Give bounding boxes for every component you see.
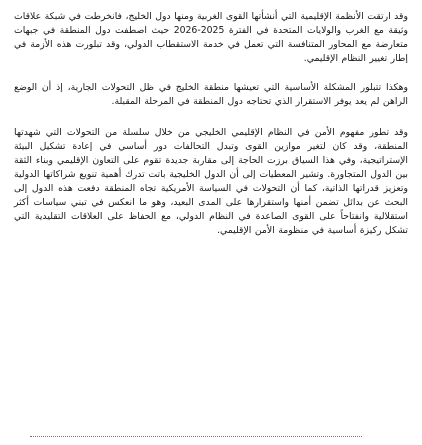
footer-dotted-divider — [30, 436, 362, 437]
paragraph-2: وهكذا تتبلور المشكلة الأساسية التي تعيشها منطقة الخليج في ظل التحولات الجارية، إذ أن الوضع الراهن لم يعد يوفر الاستقرار الذي تحتاجه دول المنطقة في المرحلة المقبلة. — [14, 82, 408, 107]
paragraph-3: وقد تطور مفهوم الأمن في النظام الإقليمي الخليجي من خلال سلسلة من التحولات التي شهدتها المنطقة، وقد كان لتغير موازين القوى وتبدل التحالفات دور أساسي في إعادة تشكيل البيئة الإستراتيجية، وفي هذا السياق برزت الحاجة إلى مقاربة جديدة تقوم على التعاون الإقليمي وبناء الثقة بين الدول المتجاورة. وتشير المعطيات إلى أن الدول الخليجية باتت تدرك أهمية تنويع شراكاتها الدولية وتعزيز قدراتها الذاتية، كما أن التحولات في السياسة الأمريكية تجاه المنطقة دفعت هذه الدول إلى البحث عن بدائل تضمن أمنها واستقرارها على المدى البعيد، وهو ما انعكس في تبني سياسات أكثر استقلالية وانفتاحاً على القوى الصاعدة في النظام الدولي، مع الحفاظ على العلاقات التقليدية التي تشكل ركيزة أساسية في منظومة الأمن الإقليمي. — [14, 127, 408, 236]
paragraph-1: وقد ارتقت الأنظمة الإقليمية التي أنشأتها القوى الغربية ومنها دول الخليج، فانخرطت في شبكة علاقات وثيقة مع الغرب والولايات المتحدة في الفترة 2025-2026 حيث اصطفت دول المنطقة في جبهات متعارضة مع المحاور المتنافسة التي تعمل في خدمة الاستقطاب الدولي، وقد تبلورت هذه الأزمة في إطار تغيير النظام الإقليمي. — [14, 11, 408, 64]
